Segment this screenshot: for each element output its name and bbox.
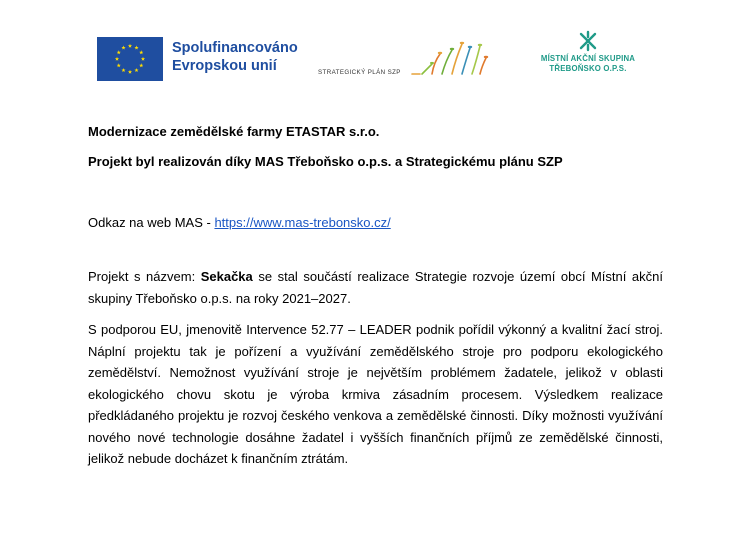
para1-rest: se stal součástí realizace Strategie rozvoje území obcí Místní akční skupiny Třeboňsko o.p.s. na roky 2021–2027. xyxy=(88,269,663,306)
szp-logo xyxy=(318,38,508,82)
link-prefix: Odkaz na web MAS - xyxy=(88,215,215,230)
mas-trebonsko-logo xyxy=(533,30,643,90)
mas-link-line xyxy=(88,212,663,234)
szp-label: STRATEGICKÝ PLÁN SZP xyxy=(318,69,401,76)
eu-text-line1: Spolufinancováno xyxy=(172,40,298,56)
document-subtitle: Projekt byl realizován díky MAS Třeboňsko o.p.s. a Strategickému plánu SZP xyxy=(88,154,563,169)
eu-cofinanced-text xyxy=(172,39,298,75)
support-paragraph: S podporou EU, jmenovitě Intervence 52.77 – LEADER podnik pořídil výkonný a kvalitní žací stroj. Náplní projektu tak je pořízení a využívání zemědělského stroje pro podporu ekologického zemědělství. Nemožnost využívání stroje je největším problémem žadatele, jelikož v oblasti ekologického chovu skotu je výroba krmiva zásadním procesem. Výsledkem realizace předkládaného projektu je rozvoj českého venkova a zemědělské činnosti. Díky možnosti využívání nového nové technologie dosáhne žadatel i vyšších finančních příjmů ze zemědělské činnosti, jelikož nebude docházet k finančním ztrátám. xyxy=(88,322,663,466)
project-paragraph xyxy=(88,266,663,309)
document-title: Modernizace zemědělské farmy ETASTAR s.r.o. xyxy=(88,124,380,139)
project-name: Sekačka xyxy=(200,269,253,284)
logo-header xyxy=(0,0,750,100)
mas-website-link[interactable]: https://www.mas-trebonsko.cz/ xyxy=(214,215,391,230)
szp-plants-icon xyxy=(406,38,506,78)
eu-text-line2: Evropskou unií xyxy=(172,58,277,74)
mas-line1: MÍSTNÍ AKČNÍ SKUPINA xyxy=(540,54,636,63)
eu-flag-logo xyxy=(97,37,163,81)
mas-knot-icon xyxy=(577,30,599,52)
mas-line2: TŘEBOŇSKO O.P.S. xyxy=(549,63,627,73)
para1-prefix: Projekt s názvem: xyxy=(88,269,201,284)
